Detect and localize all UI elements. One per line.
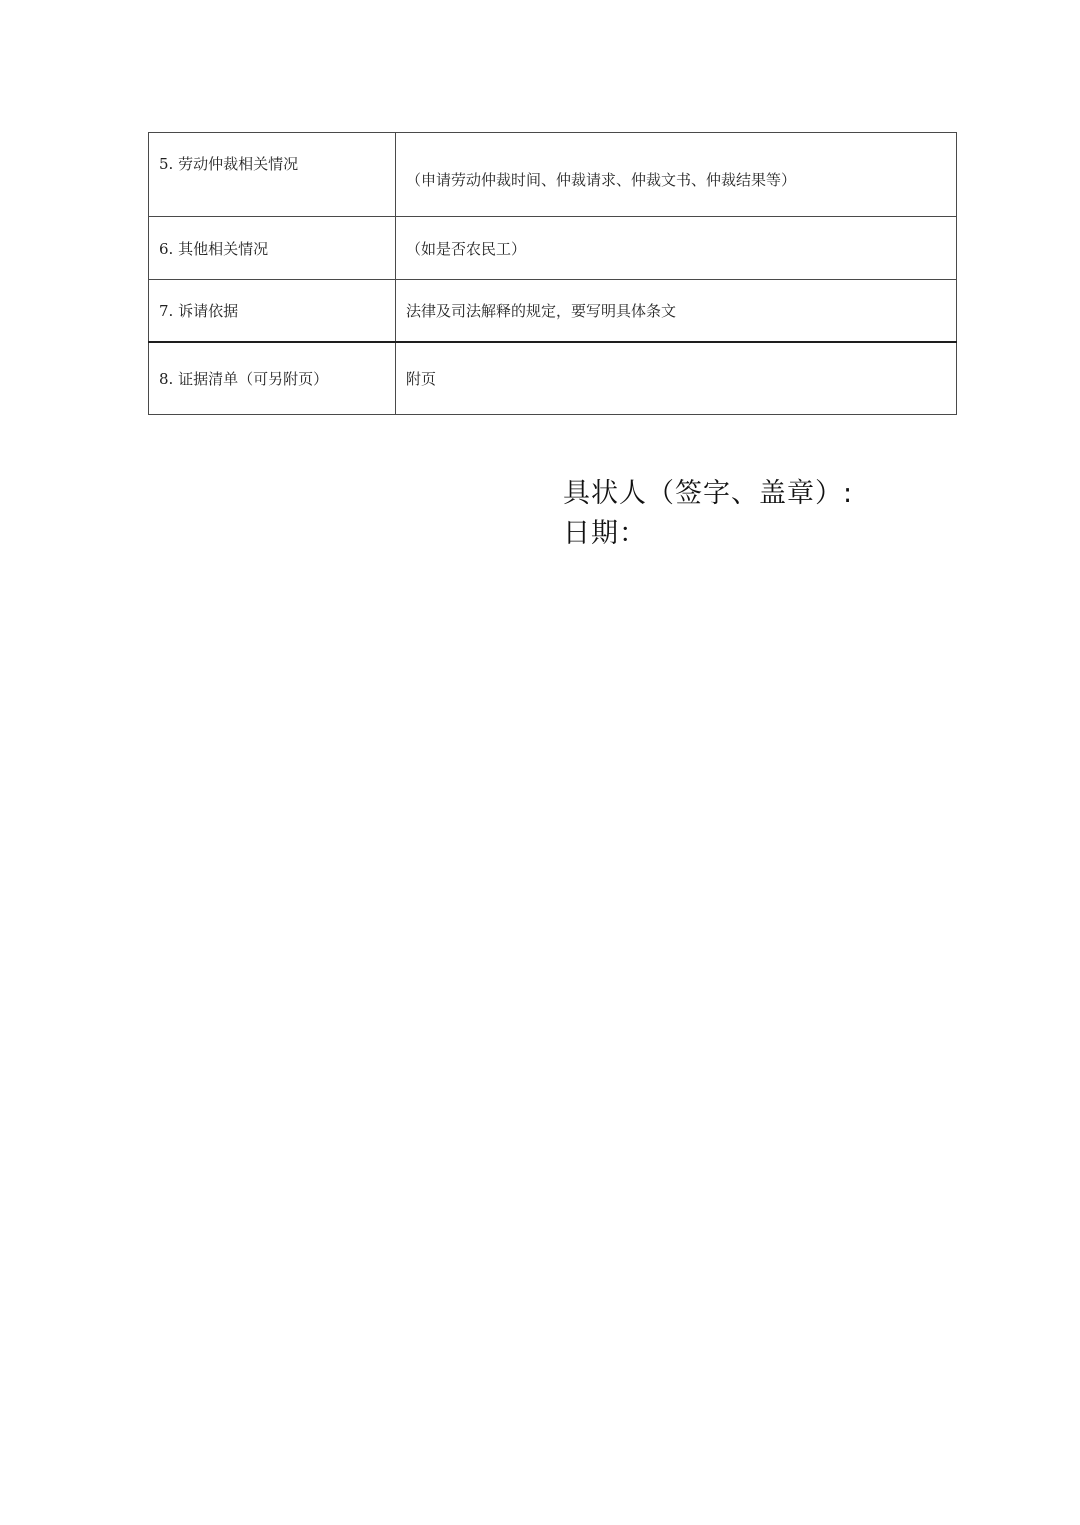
row-label-legal-basis: 7. 诉请依据: [149, 280, 396, 343]
table-row: [149, 280, 957, 343]
table-row: [149, 133, 957, 217]
complaint-form-table: [148, 132, 957, 415]
row-value-legal-basis: 法律及司法解释的规定，要写明具体条文: [396, 280, 957, 343]
row-value-other-info: （如是否农民工）: [396, 217, 957, 280]
row-label-labor-arbitration: 5. 劳动仲裁相关情况: [149, 133, 396, 217]
signer-label: 具状人（签字、盖章）:: [563, 478, 854, 509]
row-label-other-info: 6. 其他相关情况: [149, 217, 396, 280]
row-value-evidence-list: 附页: [396, 342, 957, 415]
signature-block: [563, 474, 853, 554]
row-label-evidence-list: 8. 证据清单（可另附页）: [149, 342, 396, 415]
table-row: [149, 217, 957, 280]
table-row: [149, 342, 957, 415]
row-value-labor-arbitration: （申请劳动仲裁时间、仲裁请求、仲裁文书、仲裁结果等）: [396, 133, 957, 217]
date-label: 日期：: [563, 518, 647, 549]
